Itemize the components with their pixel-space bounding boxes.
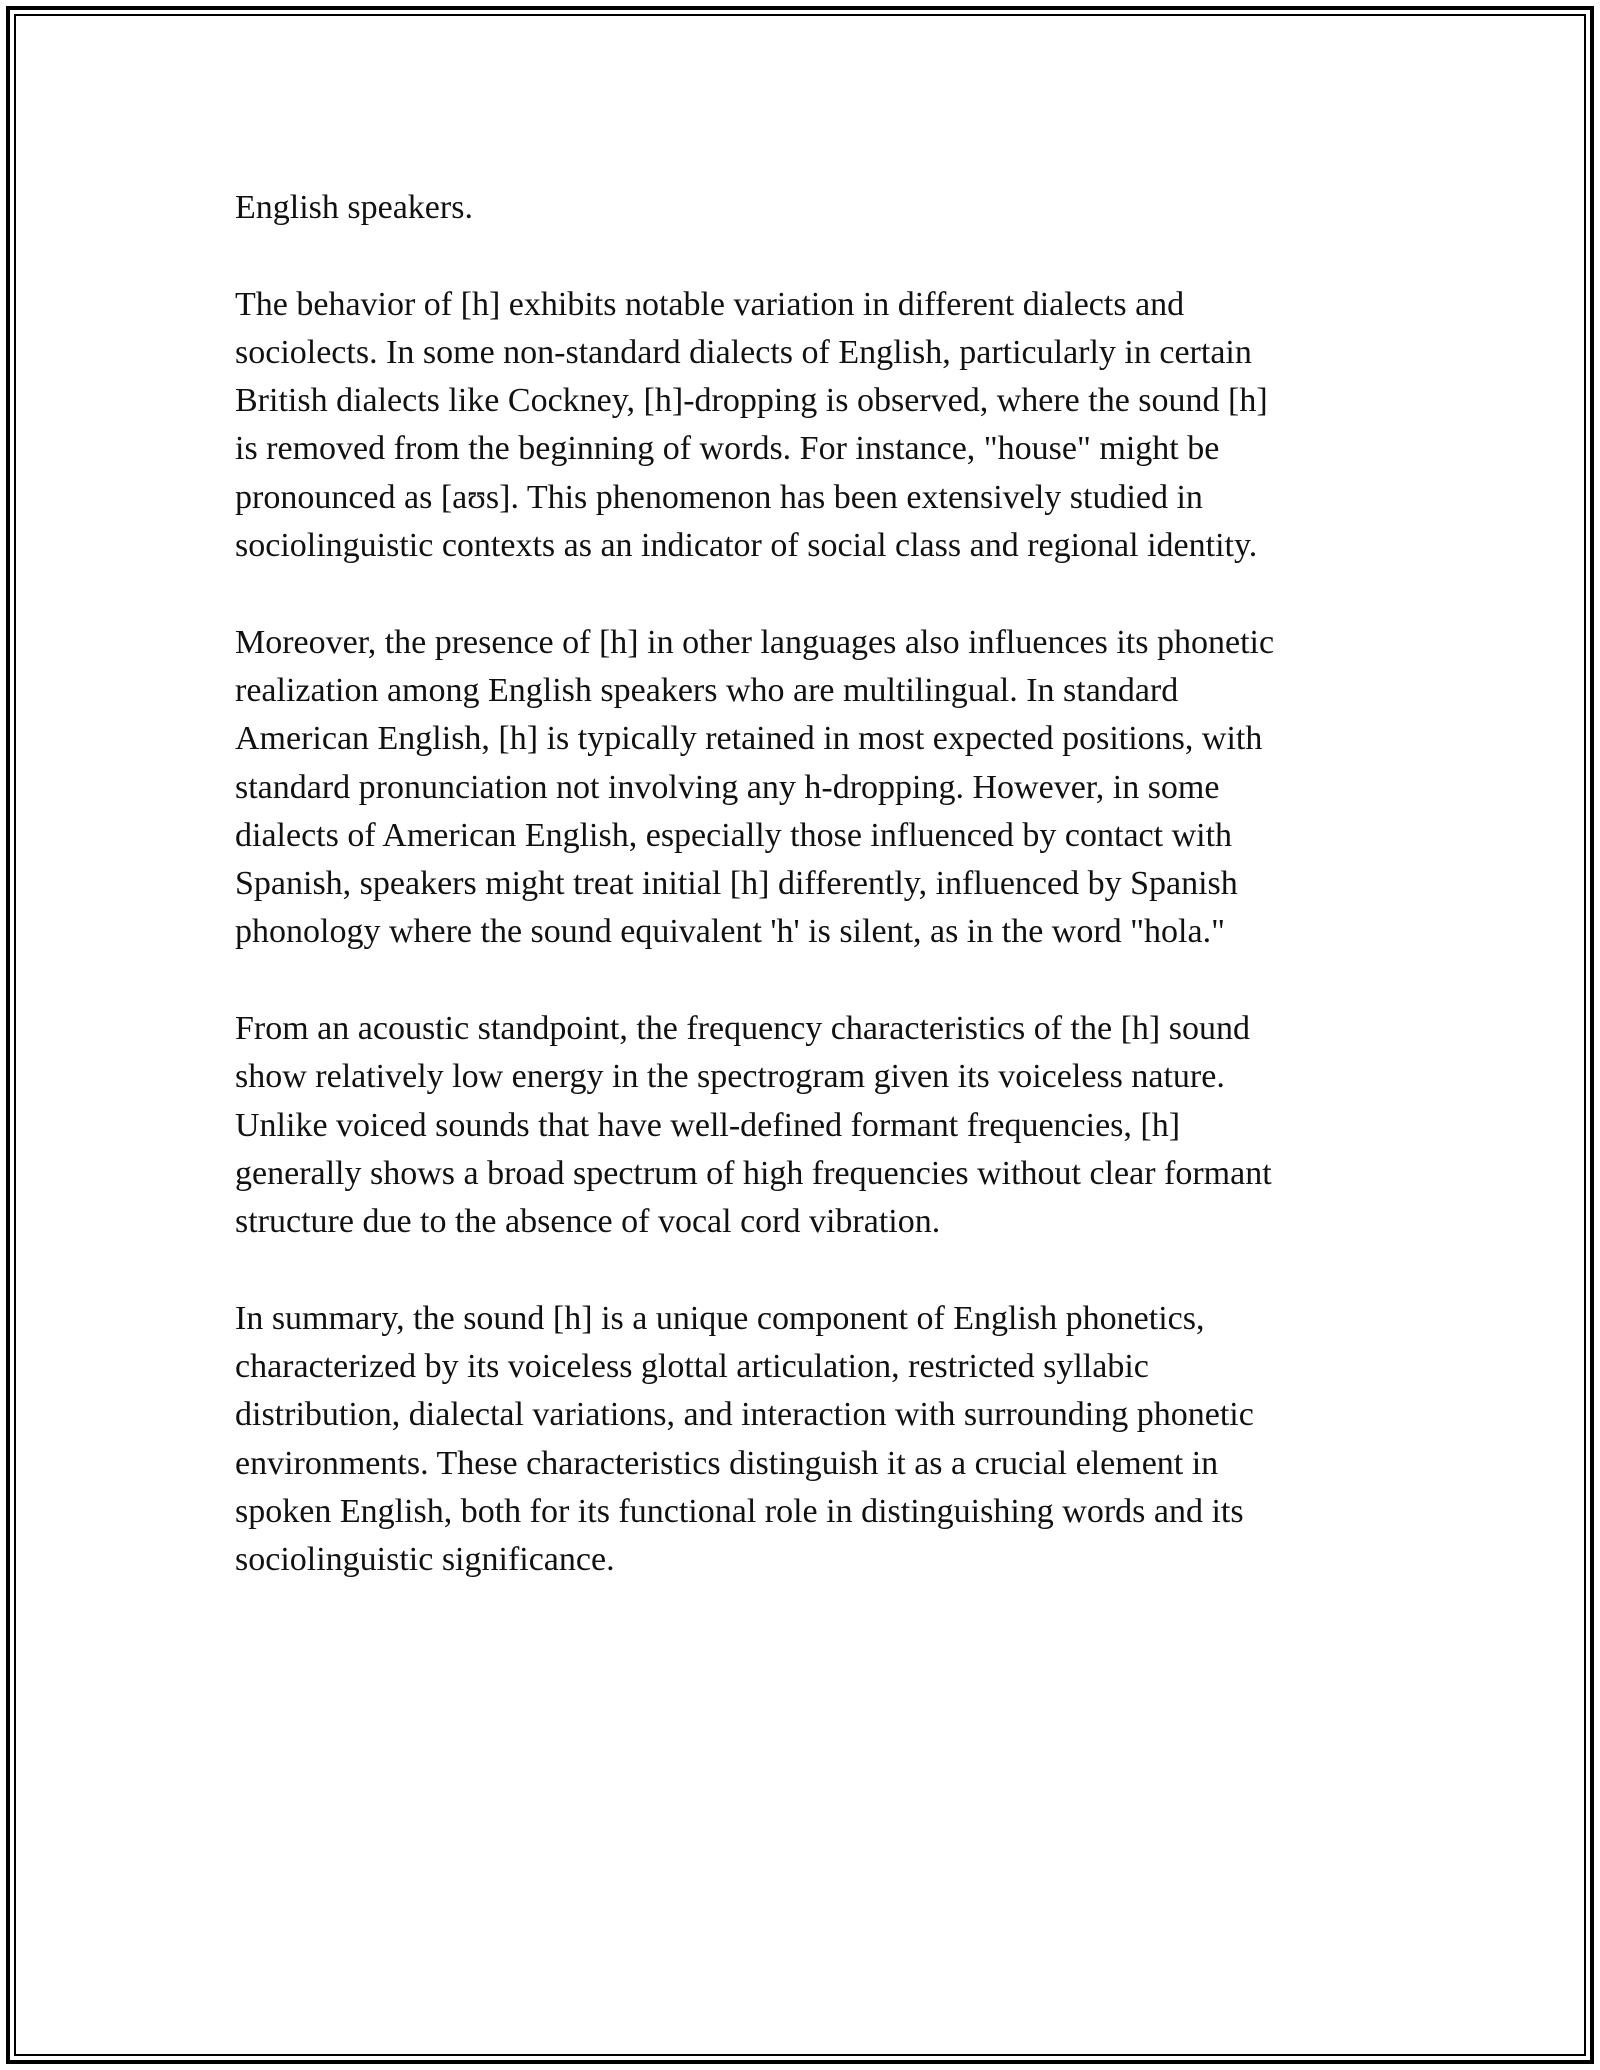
paragraph-acoustic-characteristics: From an acoustic standpoint, the frequency characteristics of the [h] sound show relatively low energy in the spectrogram given its voiceless nature. Unlike voiced sounds that have well-defined formant frequencies, [h] generally shows a broad spectrum of high frequencies without clear formant structure due to the absence of vocal cord vibration. <box>235 1010 1272 1241</box>
paragraph-h-dialect-variation: The behavior of [h] exhibits notable variation in different dialects and sociolects. In some non-standard dialects of English, particularly in certain British dialects like Cockney, [h]-dropping is observed, where the sound [h] is removed from the beginning of words. For instance, "house" might be pronounced as [aʊs]. This phenomenon has been extensively studied in sociolinguistic contexts as an indicator of social class and regional identity. <box>235 285 1268 565</box>
document-body <box>235 184 1375 1633</box>
paragraph-multilingual-influence: Moreover, the presence of [h] in other languages also influences its phonetic realization among English speakers who are multilingual. In standard American English, [h] is typically retained in most expected positions, with standard pronunciation not involving any h-dropping. However, in some dialects of American English, especially those influenced by contact with Spanish, speakers might treat initial [h] differently, influenced by Spanish phonology where the sound equivalent 'h' is silent, as in the word "hola." <box>235 623 1275 951</box>
paragraph-summary: In summary, the sound [h] is a unique component of English phonetics, characterized by its voiceless glottal articulation, restricted syllabic distribution, dialectal variations, and interaction with surrounding phonetic environments. These characteristics distinguish it as a crucial element in spoken English, both for its functional role in distinguishing words and its sociolinguistic significance. <box>235 1299 1254 1579</box>
paragraph-continuation: English speakers. <box>235 189 473 226</box>
